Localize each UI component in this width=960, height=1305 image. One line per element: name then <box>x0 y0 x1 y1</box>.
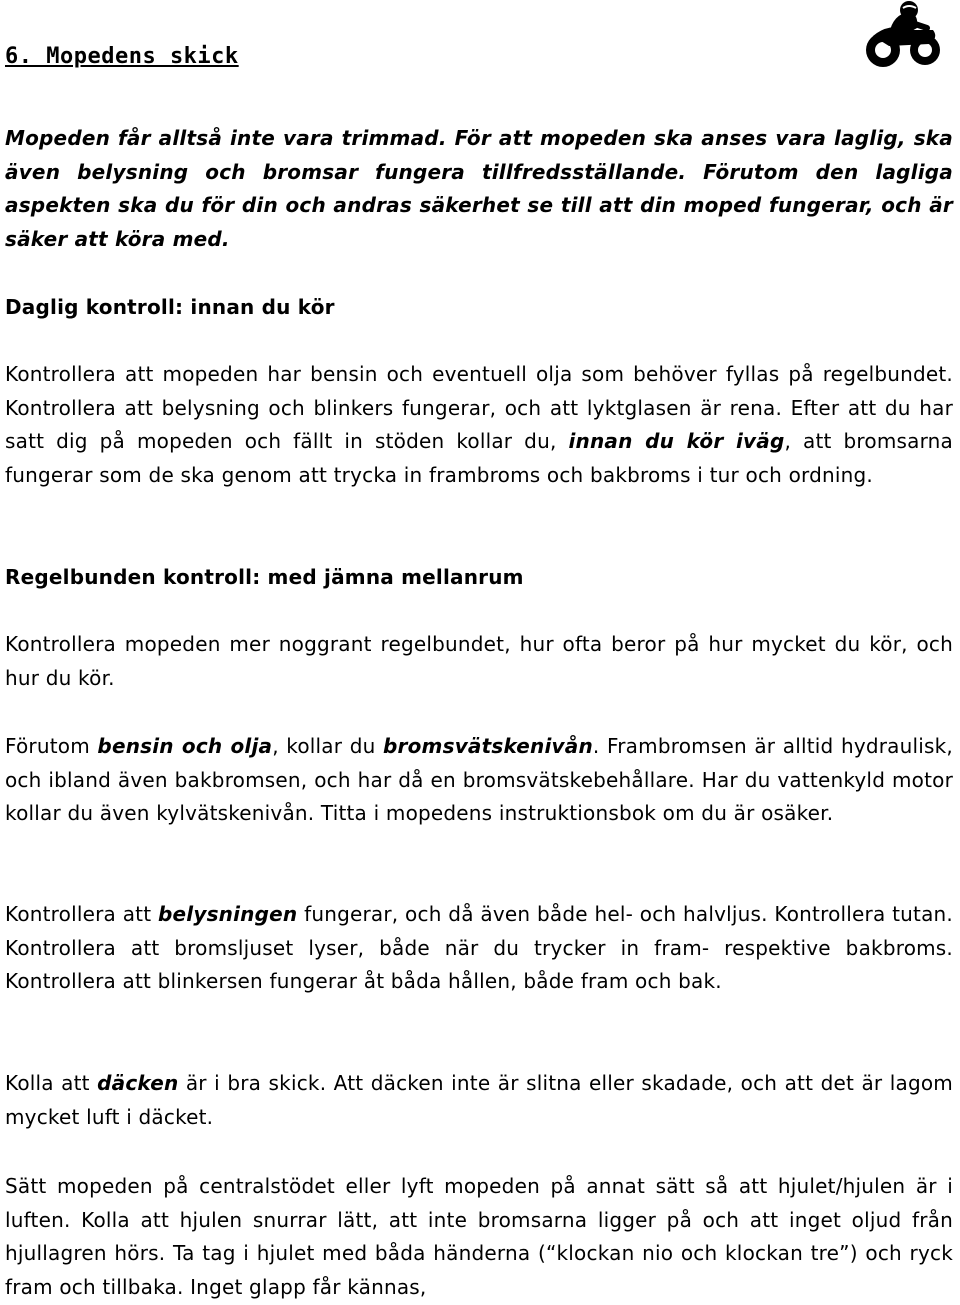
text-run: Förutom <box>5 734 98 758</box>
emphasis: bensin och olja <box>97 734 273 758</box>
daily-check-paragraph <box>5 358 953 493</box>
text-run: är i bra skick. Att däcken inte är slitna eller skadade, och att det är lagom mycket luft i däcket. <box>5 1071 953 1129</box>
regular-check-paragraph-4 <box>5 1067 953 1134</box>
emphasis: däcken <box>97 1071 179 1095</box>
text-run: Kontrollera att mopeden har bensin och eventuell olja som behöver fyllas på regelbundet. Kontrollera att belysning och blinkers fungerar, och att lyktglasen är rena. Efter att du har satt dig på mopeden och fällt in stöden kollar du, <box>5 362 953 454</box>
regular-check-paragraph-1: Kontrollera mopeden mer noggrant regelbundet, hur ofta beror på hur mycket du kör, och hur du kör. <box>5 632 953 690</box>
text-run: fungerar, och då även både hel- och halvljus. Kontrollera tutan. Kontrollera att bromsljuset lyser, både när du trycker in fram- respektive bakbroms. Kontrollera att blinkersen fungerar åt båda hållen, både fram och bak. <box>5 902 953 994</box>
motorcycle-rider-icon <box>859 0 945 72</box>
regular-check-paragraph-5: Sätt mopeden på centralstödet eller lyft mopeden på annat sätt så att hjulet/hjulen är i luften. Kolla att hjulen snurrar lätt, att inte bromsarna ligger på och att inget oljud från hjullagren hörs. Ta tag i hjulet med båda händerna (“klockan nio och klockan tre”) och ryck fram och tillbaka. Inget glapp får kännas, <box>5 1174 953 1300</box>
text-run: Kolla att <box>5 1071 98 1095</box>
intro-paragraph: Mopeden får alltså inte vara trimmad. För att mopeden ska anses vara laglig, ska även belysning och bromsar fungera tillfredsställande. Förutom den lagliga aspekten ska du för din och andras säkerhet se till att din moped fungerar, och är säker att köra med. <box>5 126 953 252</box>
regular-check-paragraph-2 <box>5 730 953 831</box>
text-run: . Frambromsen är alltid hydraulisk, och ibland även bakbromsen, och har då en bromsvätskebehållare. Har du vattenkyld motor kollar du även kylvätskenivån. Titta i mopedens instruktionsbok om du är osäker. <box>5 734 953 826</box>
text-run: , att bromsarna fungerar som de ska genom att trycka in frambroms och bakbroms i tur och ordning. <box>5 429 954 488</box>
text-run: , kollar du <box>272 734 384 758</box>
text-run: Kontrollera att <box>5 902 158 926</box>
section-heading: 6. Mopedens skick <box>5 44 239 69</box>
regular-check-heading: Regelbunden kontroll: med jämna mellanrum <box>5 565 524 589</box>
emphasis: belysningen <box>158 902 298 926</box>
daily-check-heading: Daglig kontroll: innan du kör <box>5 295 335 319</box>
regular-check-paragraph-3 <box>5 898 953 999</box>
emphasis: bromsvätskenivån <box>383 734 593 758</box>
emphasis: innan du kör iväg <box>568 429 785 454</box>
